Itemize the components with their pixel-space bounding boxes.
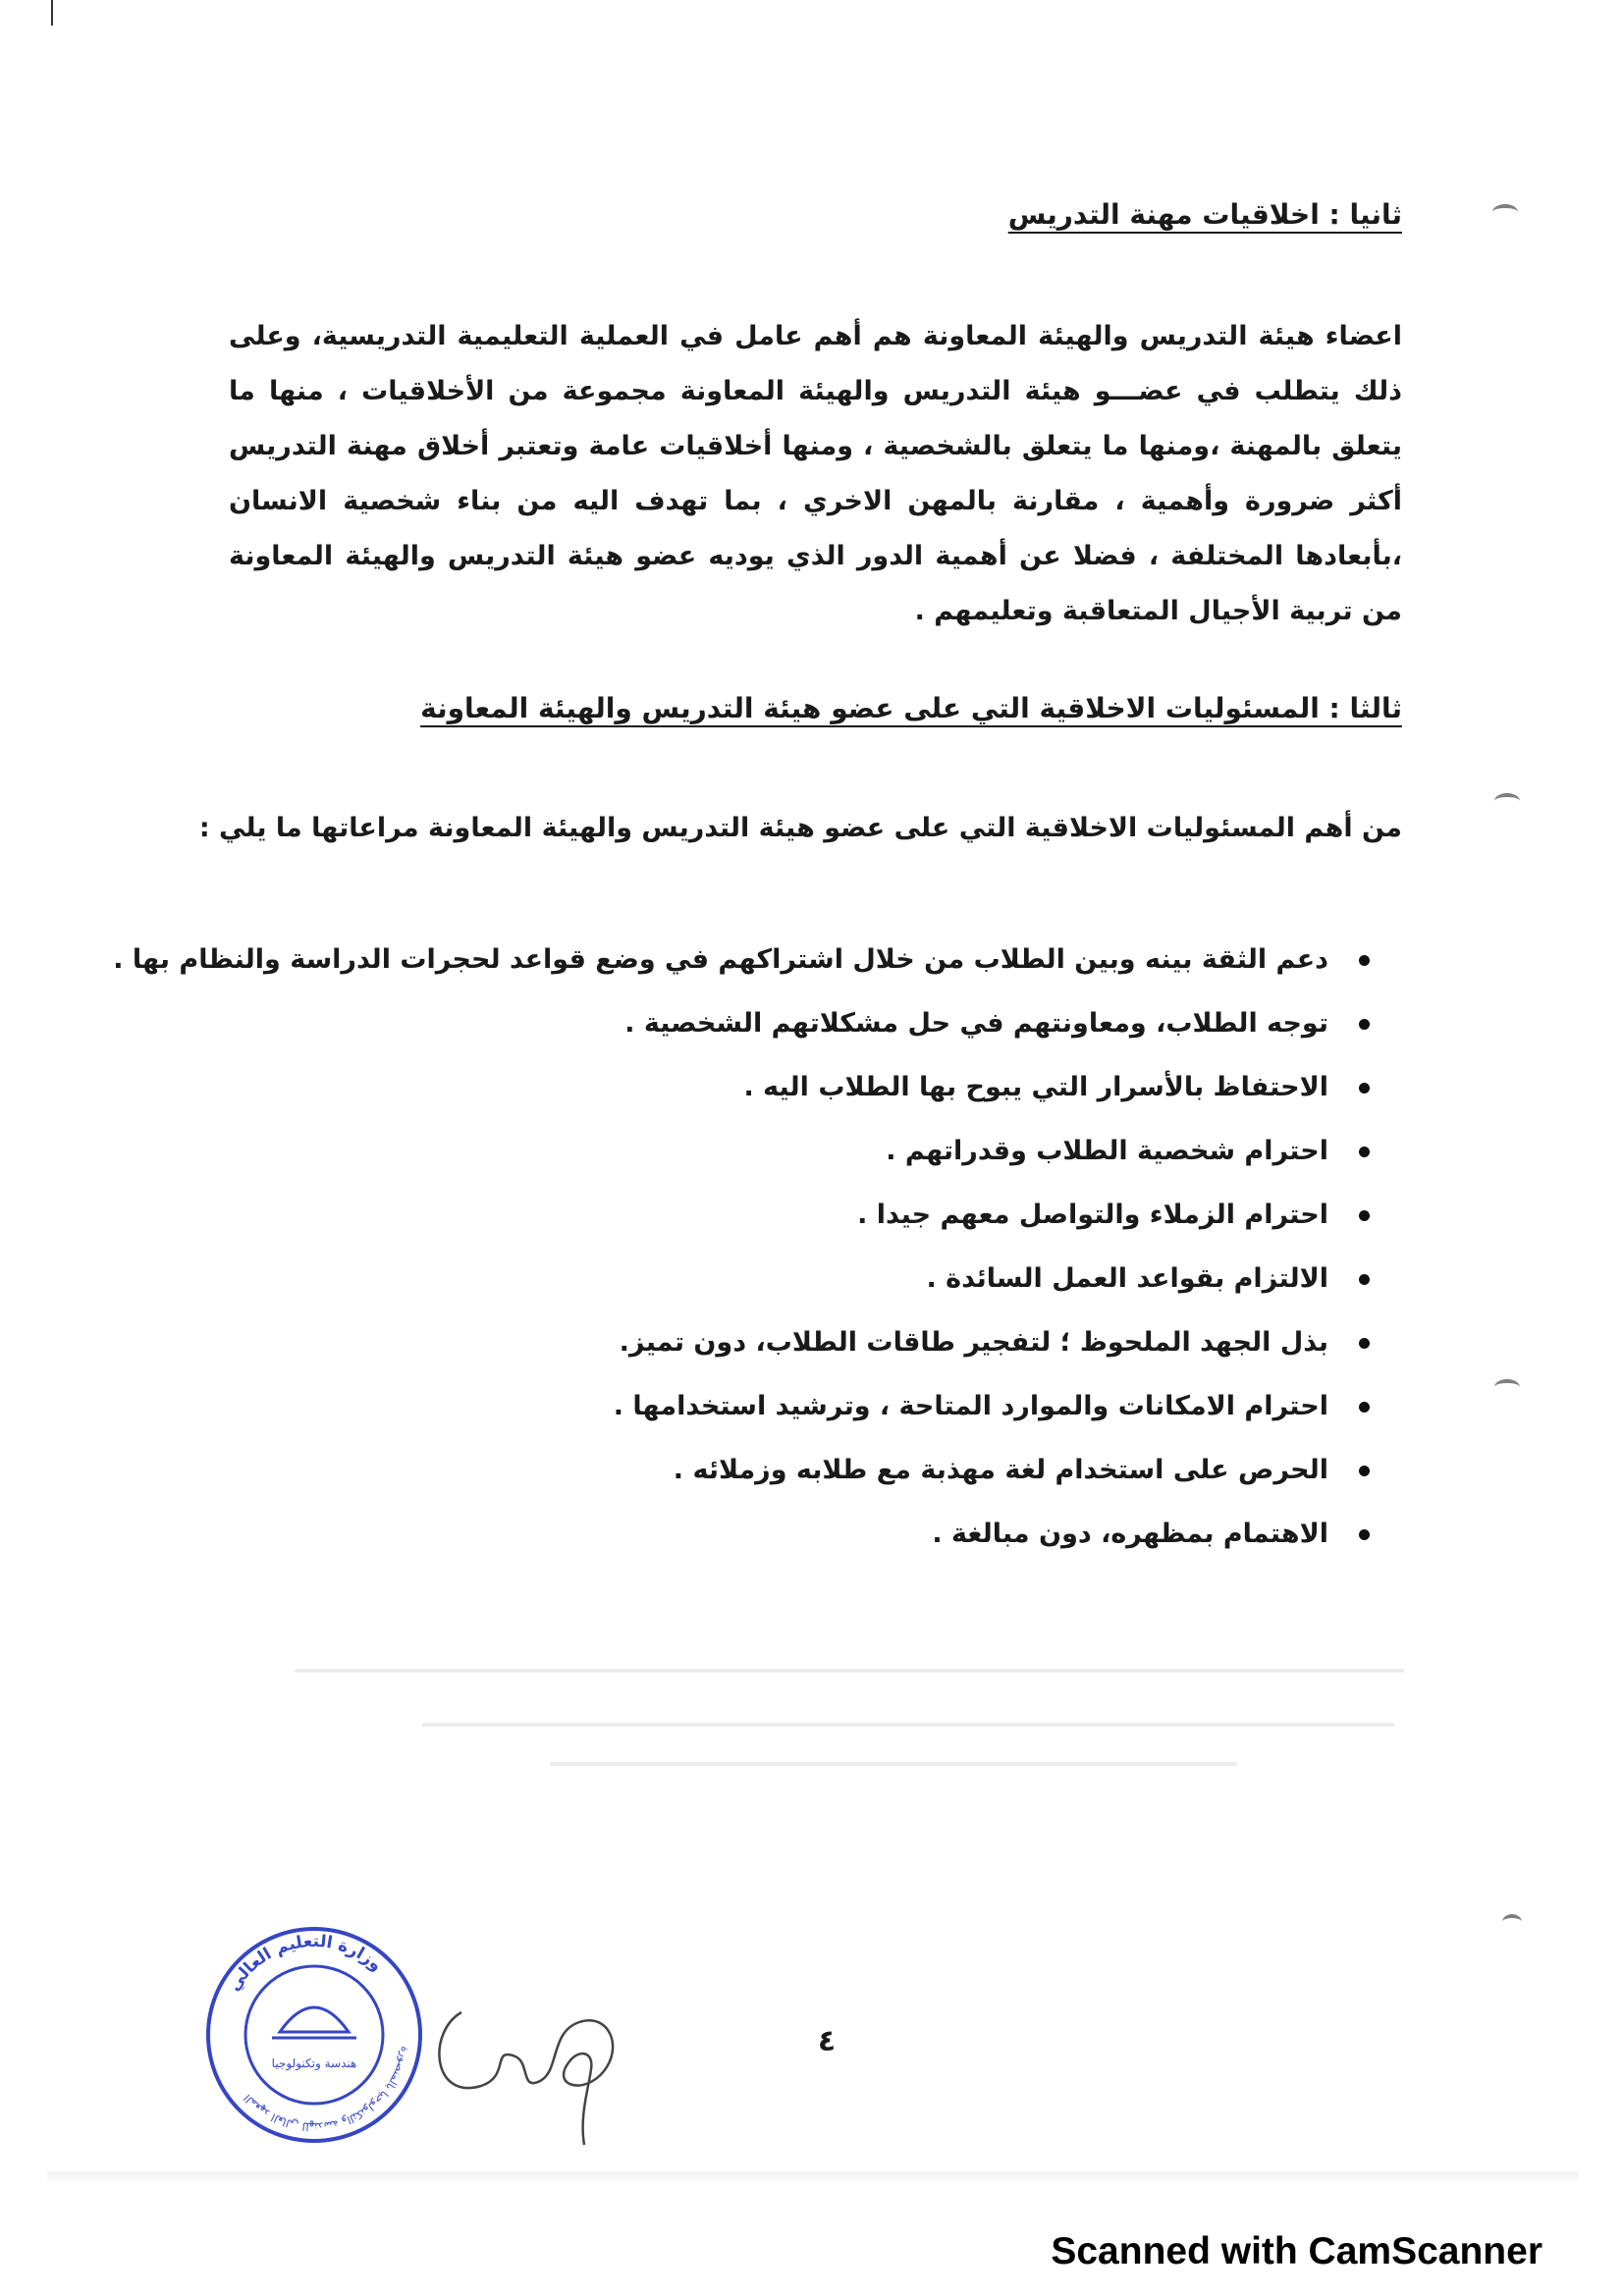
list-item: احترام الامكانات والموارد المتاحة ، وترشيد استخدامها . [113,1374,1370,1438]
list-item: الالتزام بقواعد العمل السائدة . [113,1247,1370,1310]
page-number: ٤ [817,2024,837,2058]
section-third-title: ثالثا : المسئوليات الاخلاقية التي على عضو هيئة التدريس والهيئة المعاونة [420,692,1402,724]
section-second-title: ثانيا : اخلاقيات مهنة التدريس [1007,198,1402,231]
section-third-intro: من أهم المسئوليات الاخلاقية التي على عضو هيئة التدريس والهيئة المعاونة مراعاتها ما يلي : [198,813,1402,843]
signature [422,1953,648,2150]
seal-text: وزارة التعليم العالي [224,1931,387,1996]
list-item: الاحتفاظ بالأسرار التي يبوح بها الطلاب اليه . [113,1055,1370,1119]
list-item: احترام شخصية الطلاب وقدراتهم . [113,1119,1370,1183]
punch-hole-mark [1502,1914,1522,1930]
punch-hole-mark [1494,793,1520,809]
bleed-through-line [295,1669,1404,1673]
seal-outer-text: المعهد العالي للهندسة والتكنولوجيا بالمنصورة [241,2045,412,2134]
scan-edge-mark [51,0,53,26]
list-item: دعم الثقة بينه وبين الطلاب من خلال اشتراكهم في وضع قواعد لحجرات الدراسة والنظام بها . [113,928,1370,991]
list-item: الحرص على استخدام لغة مهذبة مع طلابه وزملائه . [113,1438,1370,1502]
scan-bottom-edge [47,2171,1579,2185]
punch-hole-mark [1494,1379,1520,1395]
list-item: بذل الجهد الملحوظ ؛ لتفجير طاقات الطلاب، دون تميز. [113,1310,1370,1374]
bleed-through-line [550,1762,1237,1766]
section-second-paragraph: اعضاء هيئة التدريس والهيئة المعاونة هم أهم عامل في العملية التعليمية التدريسية، وعلى ذلك يتطلب في عضـــو هيئة التدريس والهيئة المعاونة مجموعة من الأخلاقيات ، منها ما يتعلق بالمهنة ،ومنها ما يتعلق بالشخصية ، ومنها أخلاقيات عامة وتعتبر أخلاق مهنة التدريس أكثر ضرورة وأهمية ، مقارنة بالمهن الاخري ، بما تهدف اليه من بناء شخصية الانسان ،بأبعادها المختلفة ، فضلا عن أهمية الدور الذي يوديه عضو هيئة التدريس والهيئة المعاونة من تربية الأجيال المتعاقبة وتعليمهم . [229,321,1402,626]
responsibilities-list [113,928,1370,1566]
seal-inner-text: هندسة وتكنولوجيا [271,2056,357,2070]
scanner-watermark: Scanned with CamScanner [1051,2230,1542,2272]
list-item: توجه الطلاب، ومعاونتهم في حل مشكلاتهم الشخصية . [113,991,1370,1055]
punch-hole-mark [1492,204,1518,220]
official-seal [201,1922,427,2148]
bleed-through-line [422,1723,1394,1727]
list-item: احترام الزملاء والتواصل معهم جيدا . [113,1183,1370,1247]
list-item: الاهتمام بمظهره، دون مبالغة . [113,1502,1370,1566]
